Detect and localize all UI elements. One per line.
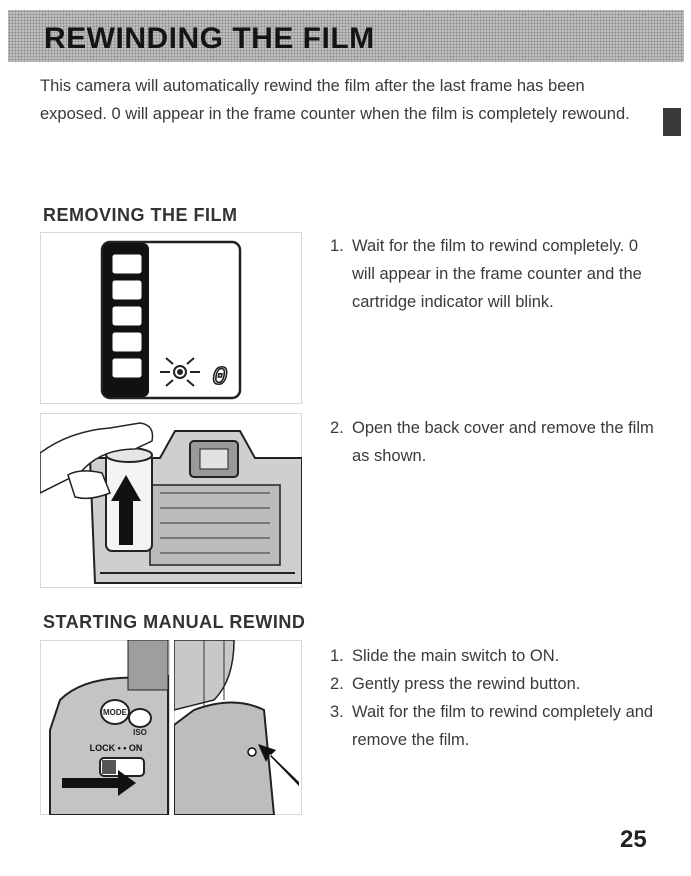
step-number: 2. xyxy=(330,675,344,693)
removing-step-1 xyxy=(330,232,660,316)
page-number: 25 xyxy=(620,826,647,853)
manual-steps xyxy=(330,642,660,754)
manual-step-3 xyxy=(330,698,660,754)
intro-paragraph: This camera will automatically rewind the film after the last frame has been exposed. 0 will appear in the frame counter when the film is completely rewound. xyxy=(40,77,630,123)
step-text: Gently press the rewind button. xyxy=(352,675,581,693)
step-text: Slide the main switch to ON. xyxy=(352,647,560,665)
page-title: REWINDING THE FILM xyxy=(44,22,375,55)
step-text: Wait for the film to rewind completely. 0 will appear in the frame counter and the cartridge indicator will blink. xyxy=(352,237,642,311)
step-number: 3. xyxy=(330,703,344,721)
manual-step-2 xyxy=(330,670,660,698)
step-text: Wait for the film to rewind completely and remove the film. xyxy=(352,703,654,749)
frame-counter-digit: 0 xyxy=(212,362,228,392)
removing-step-2 xyxy=(330,414,660,470)
step-number: 1. xyxy=(330,237,344,255)
manual-step-1 xyxy=(330,642,660,670)
camera-back-illustration xyxy=(40,413,302,588)
iso-button-label: ISO xyxy=(133,728,147,737)
section-tab-marker xyxy=(663,108,681,136)
manual-rewind-heading: STARTING MANUAL REWIND xyxy=(43,612,306,632)
removing-steps xyxy=(330,232,660,316)
mode-button-label: MODE xyxy=(103,708,127,717)
lcd-panel-illustration xyxy=(40,232,302,404)
step-text: Open the back cover and remove the film as shown. xyxy=(352,419,654,465)
step-number: 2. xyxy=(330,419,344,437)
step-number: 1. xyxy=(330,647,344,665)
removing-steps-continued xyxy=(330,414,660,470)
removing-film-heading: REMOVING THE FILM xyxy=(43,205,238,225)
main-switch-label: LOCK • • ON xyxy=(89,743,143,753)
rewind-button-illustration xyxy=(174,640,302,815)
main-switch-illustration xyxy=(40,640,170,815)
